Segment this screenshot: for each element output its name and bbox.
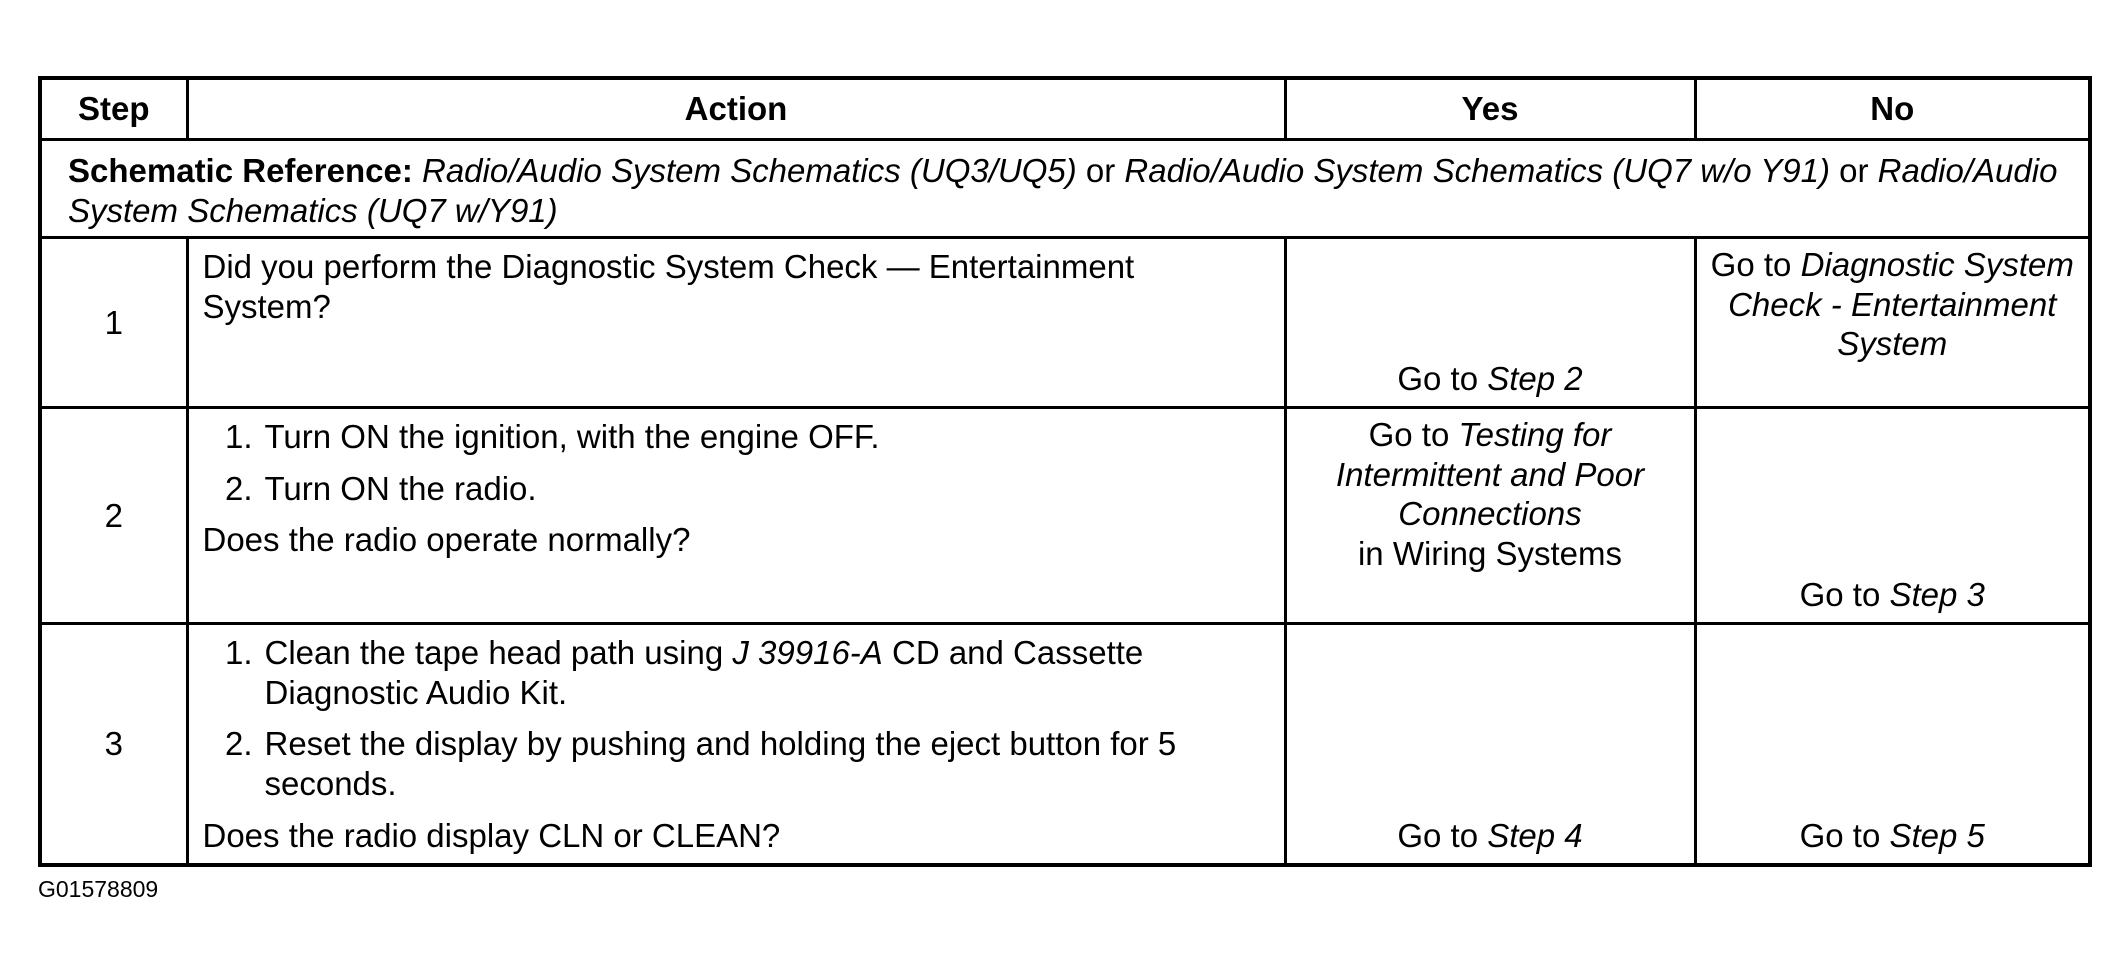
list-text-pre: Clean the tape head path using: [264, 634, 724, 672]
no-cell: [1695, 408, 2090, 624]
instruction-list: [203, 417, 1272, 508]
list-number: 2.: [224, 725, 253, 763]
table-row: [40, 408, 2090, 624]
question-text: Does the radio operate normally?: [202, 521, 691, 559]
tool-number: J 39916-A: [732, 634, 883, 672]
go-to-text: Go to: [1397, 359, 1479, 397]
instruction-list: [203, 633, 1272, 803]
step-number: 1: [40, 238, 187, 408]
step-3-link[interactable]: Step 3: [1889, 575, 1985, 613]
table-row: [40, 238, 2090, 408]
list-text: [265, 633, 1272, 712]
or-text: or: [1839, 152, 1869, 189]
header-no: No: [1695, 78, 2090, 140]
step-number: 2: [40, 408, 187, 624]
diagnostic-system-check-link[interactable]: Diagnostic System Check - Entertainment System: [1728, 246, 2074, 363]
list-item: [203, 469, 1272, 509]
list-item: [203, 417, 1272, 457]
schematic-reference-row: [40, 140, 2090, 238]
action-cell: [187, 624, 1285, 865]
go-to-text: Go to: [1368, 416, 1450, 454]
header-row: [40, 78, 2090, 140]
yes-cell: [1285, 408, 1695, 624]
go-to-text: Go to: [1799, 816, 1881, 854]
list-number: 2.: [224, 469, 253, 507]
table-row: [40, 624, 2090, 865]
go-to-text: Go to: [1799, 575, 1881, 613]
list-item: [203, 724, 1272, 803]
no-cell: [1695, 624, 2090, 865]
schematic-link-uq7-wo-y91[interactable]: Radio/Audio System Schematics (UQ7 w/o Y91): [1124, 152, 1830, 189]
step-4-link[interactable]: Step 4: [1487, 816, 1583, 854]
list-text: Turn ON the radio.: [264, 469, 537, 507]
or-text: or: [1085, 152, 1116, 189]
header-step: Step: [40, 78, 187, 140]
schematic-link-uq3-uq5[interactable]: Radio/Audio System Schematics (UQ3/UQ5): [422, 152, 1077, 189]
figure-id: G01578809: [38, 876, 159, 902]
list-text: Reset the display by pushing and holding the eject button for 5 seconds.: [264, 725, 1177, 802]
wiring-systems-text: in Wiring Systems: [1357, 534, 1623, 572]
list-number: 1.: [224, 634, 253, 672]
list-text: Turn ON the ignition, with the engine OFF.: [264, 418, 880, 456]
yes-cell: [1285, 238, 1695, 408]
step-number: 3: [40, 624, 187, 865]
action-text: Did you perform the Diagnostic System Check — Entertainment System?: [202, 248, 1135, 325]
header-action: Action: [187, 78, 1285, 140]
schematic-reference: [40, 140, 2090, 238]
list-item: [203, 633, 1272, 712]
go-to-text: Go to: [1710, 246, 1792, 284]
go-to-text: Go to: [1397, 816, 1479, 854]
diagnostic-table: [38, 76, 2092, 867]
list-number: 1.: [224, 418, 253, 456]
schematic-link-uq7-w-y91[interactable]: Radio/Audio System Schematics (UQ7 w/Y91): [68, 152, 2058, 229]
action-cell: [187, 238, 1285, 408]
step-2-link[interactable]: Step 2: [1487, 359, 1583, 397]
step-5-link[interactable]: Step 5: [1889, 816, 1985, 854]
action-cell: [187, 408, 1285, 624]
question-text: Does the radio display CLN or CLEAN?: [202, 816, 781, 854]
list-text-post: CD and Cassette Diagnostic Audio Kit.: [264, 634, 1144, 711]
yes-cell: [1285, 624, 1695, 865]
no-cell: [1695, 238, 2090, 408]
schematic-reference-label: Schematic Reference:: [68, 152, 413, 189]
testing-intermittent-link[interactable]: Testing for Intermittent and Poor Connections: [1335, 416, 1645, 533]
header-yes: Yes: [1285, 78, 1695, 140]
